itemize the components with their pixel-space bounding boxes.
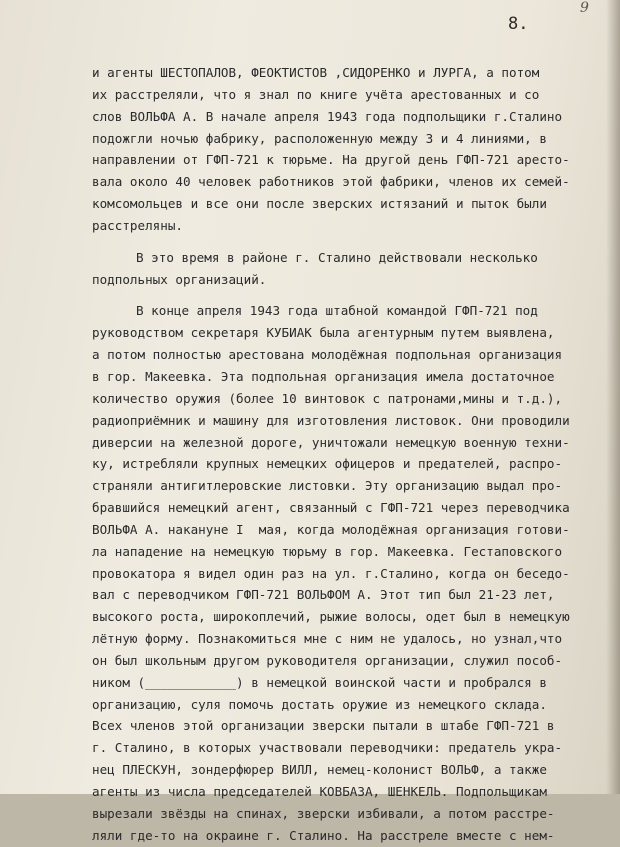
text-line: ляли где-то на окраине г. Сталино. На расстреле вместе с нем-: [92, 827, 555, 843]
paragraph-gap: [92, 290, 600, 300]
text-line: ВОЛЬФА А. накануне I мая, когда молодёжная организация готови-: [92, 521, 570, 537]
text-line: подпольных организаций.: [92, 271, 267, 287]
text-line: вала около 40 человек работников этой фабрики, членов их семей-: [92, 174, 570, 190]
paragraph-gap: [92, 237, 600, 247]
text-line: диверсии на железной дороге, уничтожали немецкую военную техни-: [92, 434, 570, 450]
text-line: расстреляны.: [92, 217, 183, 233]
text-line: вырезали звёзды на спинах, зверски избивали, а потом расстре-: [92, 805, 555, 821]
text-line: Всех членов этой организации зверски пытали в штабе ГФП-721 в: [92, 718, 555, 734]
text-line: подожгли ночью фабрику, расположенную между 3 и 4 линиями, в: [92, 130, 547, 146]
text-line: и агенты ШЕСТОПАЛОВ, ФЕОКТИСТОВ ,СИДОРЕНКО и ЛУРГА, а потом: [92, 65, 540, 80]
page-number: 8.: [508, 14, 529, 34]
text-line: их расстреляли, что я знал по книге учёта арестованных и со: [92, 86, 540, 102]
text-line: ку, истребляли крупных немецких офицеров и предателей, распро-: [92, 456, 563, 472]
text-line: слов ВОЛЬФА А. В начале апреля 1943 года подпольщики г.Сталино: [92, 108, 563, 124]
text-line: радиоприёмник и машину для изготовления листовок. Они проводили: [92, 412, 570, 428]
text-line: руководством секретаря КУБИАК была агентурным путем выявлена,: [92, 325, 555, 341]
text-line: ником (____________) в немецкой воинской части и пробрался в: [92, 674, 547, 690]
text-line: в гор. Макеевка. Эта подпольная организация имела достаточное: [92, 368, 555, 384]
text-line: высокого роста, широкоплечий, рыжие волосы, одет был в немецкую: [92, 609, 570, 625]
text-line: а потом полностью арестована молодёжная подпольная организация: [92, 347, 563, 363]
text-line: нец ПЛЕСКУН, зондерфюрер ВИЛЛ, немец-колонист ВОЛЬФ, а также: [92, 762, 547, 778]
text-line: комсомольцев и все они после зверских истязаний и пыток были: [92, 196, 547, 212]
text-line: провокатора я видел один раз на ул. г.Сталино, когда он беседо-: [92, 565, 570, 581]
text-line: вал с переводчиком ГФП-721 ВОЛЬФОМ А. Этот тип был 21-23 лет,: [92, 587, 555, 603]
document-body: [92, 62, 600, 847]
text-line: В конце апреля 1943 года штабной командой ГФП-721 под: [136, 303, 538, 319]
text-line: В это время в районе г. Сталино действовали несколько: [136, 249, 538, 265]
text-line: направлении от ГФП-721 к тюрьме. На другой день ГФП-721 аресто-: [92, 152, 570, 168]
text-line: лётную форму. Познакомиться мне с ним не удалось, но узнал,что: [92, 631, 563, 647]
text-line: бравшийся немецкий агент, связанный с ГФП-721 через переводчика: [92, 500, 570, 516]
page-edge-shadow: [606, 0, 620, 794]
text-line: агенты из числа председателей КОВБАЗА, ШЕНКЕЛЬ. Подпольщикам: [92, 784, 547, 799]
text-line: ла нападение на немецкую тюрьму в гор. Макеевка. Гестаповского: [92, 543, 563, 559]
text-line: он был школьным другом руководителя организации, служил пособ-: [92, 652, 563, 668]
handwritten-folio-number: 9: [580, 0, 589, 16]
text-line: г. Сталино, в которых участвовали переводчики: предатель укра-: [92, 740, 563, 756]
text-line: страняли антигитлеровские листовки. Эту организацию выдал про-: [92, 478, 563, 494]
text-line: организацию, суля помочь достать оружие из немецкого склада.: [92, 696, 547, 712]
text-line: количество оружия (более 10 винтовок с патронами,мины и т.д.),: [92, 390, 563, 406]
